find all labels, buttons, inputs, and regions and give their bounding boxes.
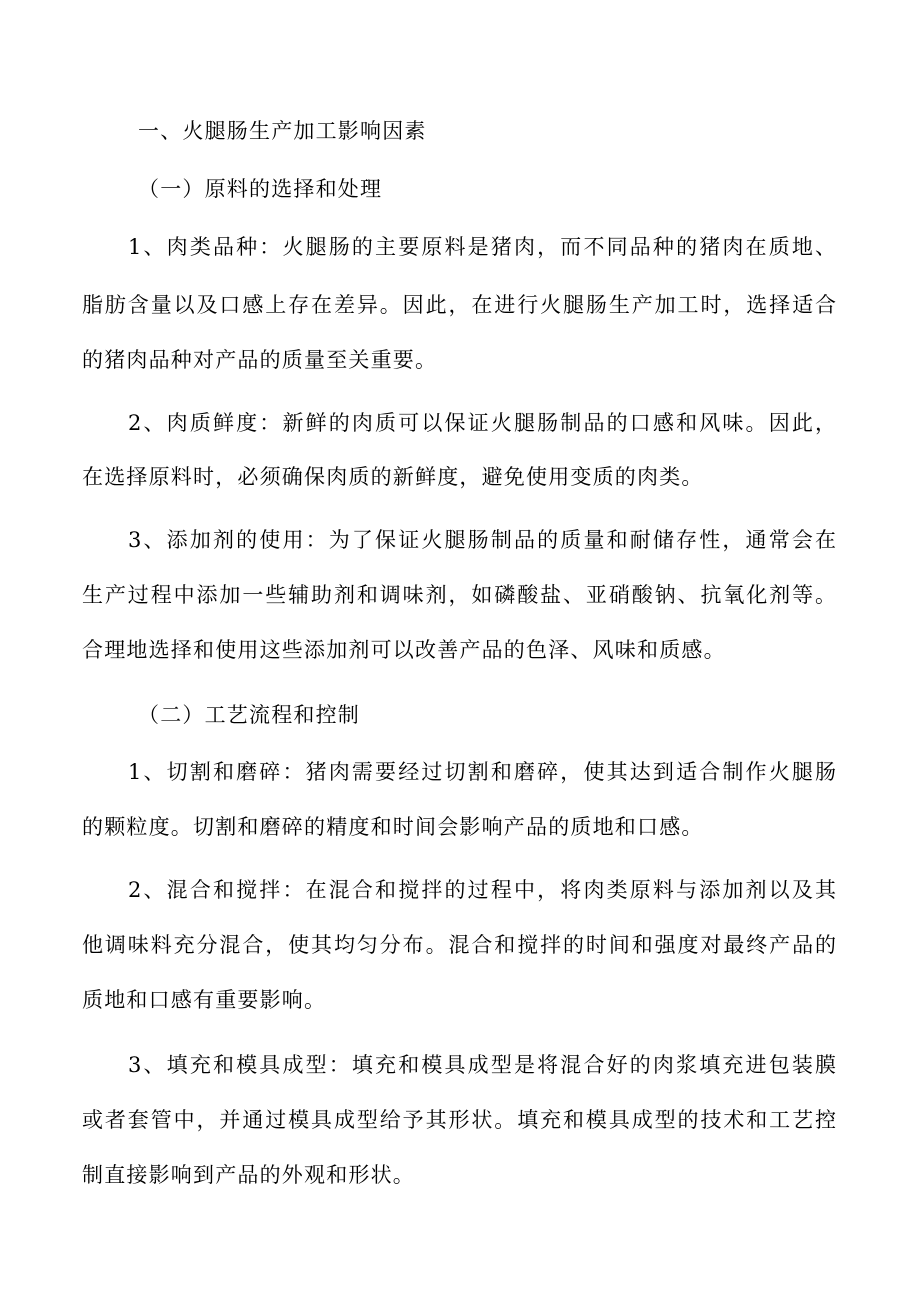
paragraph-line: 他调味料充分混合，使其均匀分布。混合和搅拌的时间和强度对最终产品的 [82, 933, 836, 957]
paragraph-line: 合理地选择和使用这些添加剂可以改善产品的色泽、风味和质感。 [82, 638, 726, 662]
section-2-title: （二）工艺流程和控制 [138, 703, 360, 727]
paragraph-line: 3、添加剂的使用：为了保证火腿肠制品的质量和耐储存性，通常会在 [128, 528, 836, 552]
paragraph-line: 脂肪含量以及口感上存在差异。因此，在进行火腿肠生产加工时，选择适合 [82, 293, 836, 317]
document-heading: 一、火腿肠生产加工影响因素 [138, 119, 427, 143]
paragraph-line: 在选择原料时，必须确保肉质的新鲜度，避免使用变质的肉类。 [82, 465, 704, 489]
paragraph-line: 生产过程中添加一些辅助剂和调味剂，如磷酸盐、亚硝酸钠、抗氧化剂等。 [82, 583, 836, 607]
paragraph-line: 制直接影响到产品的外观和形状。 [82, 1163, 415, 1187]
paragraph-line: 1、切割和磨碎：猪肉需要经过切割和磨碎，使其达到适合制作火腿肠 [128, 760, 836, 784]
paragraph-line: 2、肉质鲜度：新鲜的肉质可以保证火腿肠制品的口感和风味。因此， [128, 411, 836, 435]
paragraph-line: 的猪肉品种对产品的质量至关重要。 [82, 348, 438, 372]
paragraph-line: 质地和口感有重要影响。 [82, 988, 327, 1012]
paragraph-line: 或者套管中，并通过模具成型给予其形状。填充和模具成型的技术和工艺控 [82, 1108, 836, 1132]
section-1-title: （一）原料的选择和处理 [138, 177, 383, 201]
paragraph-line: 3、填充和模具成型：填充和模具成型是将混合好的肉浆填充进包装膜 [128, 1053, 836, 1077]
paragraph-line: 2、混合和搅拌：在混合和搅拌的过程中，将肉类原料与添加剂以及其 [128, 878, 836, 902]
paragraph-line: 1、肉类品种：火腿肠的主要原料是猪肉，而不同品种的猪肉在质地、 [128, 235, 836, 259]
paragraph-line: 的颗粒度。切割和磨碎的精度和时间会影响产品的质地和口感。 [82, 815, 704, 839]
